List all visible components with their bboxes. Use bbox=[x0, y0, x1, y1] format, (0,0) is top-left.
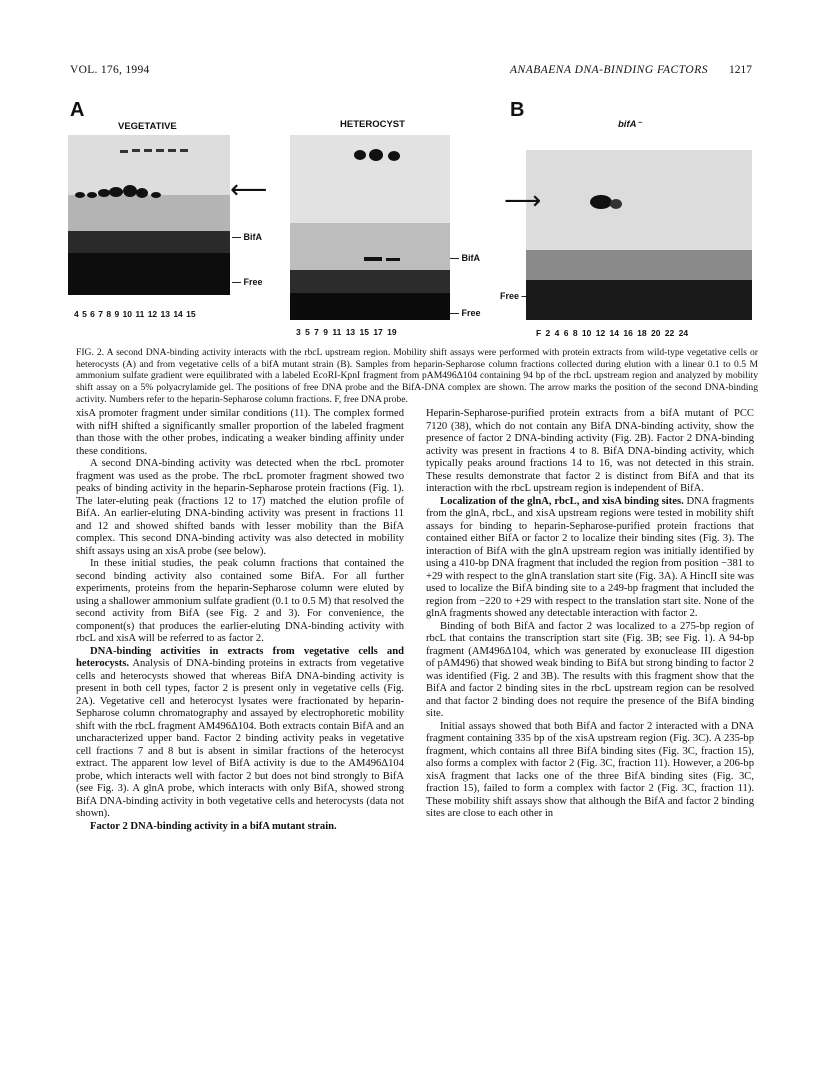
volume-label: VOL. 176, 1994 bbox=[70, 64, 150, 76]
bifa-lane-numbers: F 2 4 6 8 10 12 14 16 18 20 22 24 bbox=[536, 328, 689, 338]
paragraph: In these initial studies, the peak column fractions that contained the second binding activity also contained some BifA. For all further experiments, proteins from the heparin-Sepharose column were eluted by using a shallower ammonium sulfate gradient (0.1 to 0.5 M) that resolved the second activity from BifA (see Fig. 2 and 3). For convenience, the component(s) that produces the earlier-eluting DNA-binding activity with rbcL and xisA will be referred to as factor 2. bbox=[76, 558, 404, 644]
page-number: 1217 bbox=[729, 64, 752, 76]
paragraph: Localization of the glnA, rbcL, and xisA binding sites. DNA fragments from the glnA, rbcL, and xisA upstream regions were tested in mobility shift assays for binding to heparin-Sepharose-purified protein fractions that contained either BifA or factor 2 to localize their binding sites (Fig. 3). The interaction of BifA with the glnA upstream region was initially identified by using a 410-bp DNA fragment that included the region from position −381 to +29 with respect to the glnA translation start site (Fig. 3A). A HincII site was used to localize the BifA binding site to a 249-bp fragment that included the region from −220 to +29 with respect to the translation start site. None of the glnA fragments showed any detectable interaction with factor 2. bbox=[426, 495, 754, 619]
panel-b-letter: B bbox=[510, 99, 525, 121]
factor2-arrow-icon-b: ⟶ bbox=[504, 186, 542, 216]
free-tag-heterocyst: — Free bbox=[450, 308, 481, 318]
right-column bbox=[426, 408, 754, 821]
free-tag-vegetative: — Free bbox=[232, 277, 263, 287]
free-tag-bifa: Free — bbox=[500, 291, 531, 301]
figure-caption bbox=[76, 347, 758, 406]
vegetative-gel-image bbox=[68, 135, 230, 295]
paragraph bbox=[76, 821, 404, 834]
paragraph: Heparin-Sepharose-purified protein extracts from a bifA mutant of PCC 7120 (38), which do not contain any BifA DNA-binding activity, show the presence of factor 2 DNA-binding activity (Fig. 2B). Factor 2 DNA-binding activity was present in fractions 4 to 8. BifA DNA-binding activity, which typically peaks around fractions 14 to 16, was not detected in this strain. These results demonstrate that factor 2 is distinct from BifA and that its interaction with the rbcL upstream region is independent of BifA. bbox=[426, 408, 754, 494]
vegetative-lane-numbers: 4 5 6 7 8 9 10 11 12 13 14 15 bbox=[74, 309, 196, 319]
paragraph: Initial assays showed that both BifA and factor 2 interacted with a DNA fragment containing 335 bp of the xisA upstream region (Fig. 3C). A 235-bp fragment, which contains all three BifA binding sites (Fig. 3C, fraction 15), also forms a complex with factor 2 (Fig. 3C, fraction 11). However, a 206-bp xisA fragment that lacks one of the three BifA binding sites (Fig. 3C, fraction 15), failed to form a complex with factor 2 (Fig. 3C, fraction 11). These mobility shift assays show that although the BifA and factor 2 binding sites are close to each other in bbox=[426, 720, 754, 819]
caption-label: FIG. 2. bbox=[76, 347, 105, 358]
section-heading: DNA-binding activities in extracts from vegetative cells and heterocysts. bbox=[76, 645, 404, 669]
left-column bbox=[76, 408, 404, 833]
heterocyst-label: HETEROCYST bbox=[340, 119, 405, 130]
heterocyst-gel-image bbox=[290, 135, 450, 320]
running-title: ANABAENA DNA-BINDING FACTORS bbox=[510, 64, 708, 76]
vegetative-label: VEGETATIVE bbox=[118, 121, 177, 132]
bifa-mutant-label: bifA⁻ bbox=[618, 119, 642, 130]
panel-a-letter: A bbox=[70, 99, 85, 121]
figure-2 bbox=[58, 95, 758, 340]
paragraph: Binding of both BifA and factor 2 was localized to a 275-bp region of rbcL that contains the transcription start site (Fig. 3B; see Fig. 1). A 94-bp fragment (AM496Δ104, which was generated by exonuclease III digestion of pAM496) that showed weak binding to BifA but strong binding to factor 2 was identified (Fig. 2 and 3B). The results with this fragment show that the BifA and factor 2 binding sites in the rbcL upstream region can be resolved and that factor 2 binding does not require the presence of the BifA binding site. bbox=[426, 620, 754, 719]
bifa-mutant-gel-image bbox=[526, 150, 752, 320]
heterocyst-lane-numbers: 3 5 7 9 11 13 15 17 19 bbox=[296, 327, 397, 337]
paragraph: xisA promoter fragment under similar conditions (11). The complex formed with nifH shifted a significantly smaller proportion of the labeled fragment than those with the other probes, indicating a weaker binding affinity under these conditions. bbox=[76, 408, 404, 457]
bifa-tag-vegetative: — BifA bbox=[232, 232, 263, 242]
bifa-tag-heterocyst: — BifA bbox=[450, 253, 481, 263]
caption-text: A second DNA-binding activity interacts with the rbcL upstream region. Mobility shift assays were performed with protein extracts from wild-type vegetative cells or heterocysts (A) and from vegetative cells of a bifA mutant strain (B). Samples from heparin-Sepharose column fractions collected during elution with a linear 0.1 to 0.5 M ammonium sulfate gradient were equilibrated with a labeled EcoRI-KpnI fragment from pAM496Δ104 containing 94 bp of the rbcL upstream region and analyzed by mobility shift assay on a 5% polyacrylamide gel. The positions of free DNA probe and the BifA-DNA complex are shown. The arrow marks the position of the second DNA-binding activity. Numbers refer to the heparin-Sepharose column fractions. F, free DNA probe. bbox=[76, 347, 759, 405]
section-heading: Factor 2 DNA-binding activity in a bifA mutant strain. bbox=[90, 820, 337, 832]
factor2-arrow-icon: ⟵ bbox=[230, 175, 268, 205]
section-heading: Localization of the glnA, rbcL, and xisA binding sites. bbox=[440, 495, 684, 507]
paragraph: DNA-binding activities in extracts from vegetative cells and heterocysts. Analysis of DNA-binding proteins in extracts from vegetative cells and heterocysts showed that whereas BifA DNA-binding activity is present in both cell types, factor 2 is present only in vegetative cells (Fig. 2A). Vegetative cell and heterocyst lysates were fractionated by heparin-Sepharose column chromatography and assayed by electrophoretic mobility shift with the rbcL fragment AM496Δ104. Both extracts contain BifA and an uncharacterized upper band. Factor 2 binding activity peaks in vegetative cell fractions 7 and 8 but is absent in similar fractions of the heterocyst extract. The apparent low level of BifA activity is due to the AM496Δ104 probe, which interacts well with factor 2 but does not bind strongly to BifA (see Fig. 3). A glnA probe, which interacts with only BifA, showed strong BifA DNA-binding activity in both vegetative cells and heterocysts (data not shown). bbox=[76, 645, 404, 819]
page-header bbox=[70, 64, 752, 80]
paragraph: A second DNA-binding activity was detected when the rbcL promoter fragment was used as the probe. The rbcL promoter fragment showed two peaks of binding activity in the heparin-Sepharose protein fractions (Fig. 1). The later-eluting peak (fractions 12 to 17) matched the elution profile of BifA. An earlier-eluting DNA-binding activity was present in fractions 11 and 12 and showed shifted bands with lesser mobility than the BifA complex. This second DNA-binding activity was also detected in mobility shift assays using an xisA probe (see below). bbox=[76, 458, 404, 557]
